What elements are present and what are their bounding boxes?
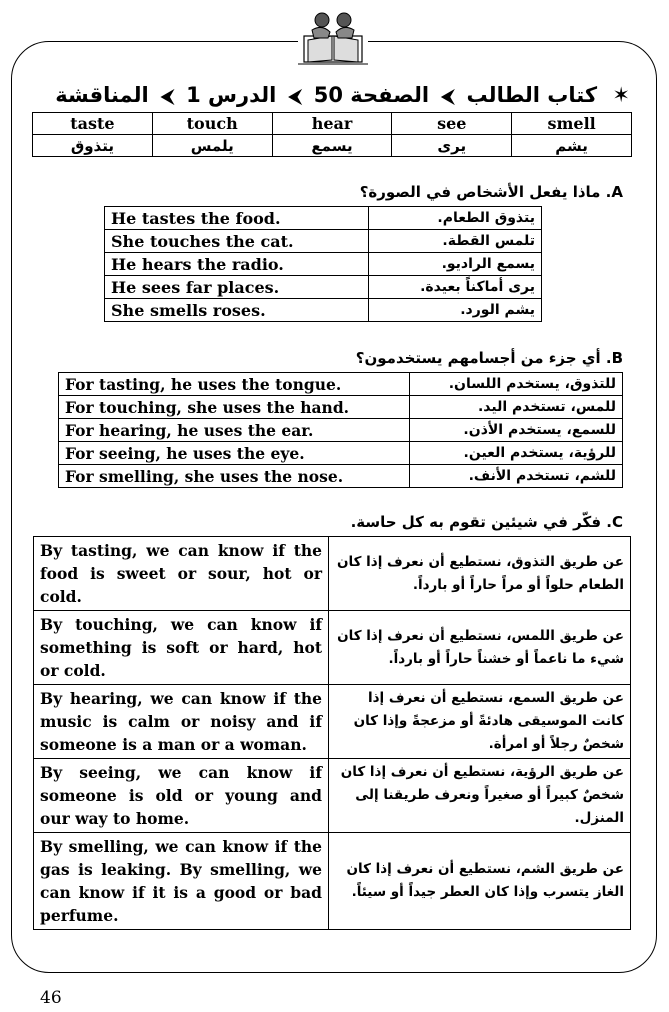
answer-en: For tasting, he uses the tongue. bbox=[59, 373, 410, 396]
answer-ar: للشم، تستخدم الأنف. bbox=[410, 465, 623, 488]
answer-ar: عن طريق الرؤية، نستطيع أن نعرف إذا كان شخصٌ كبيراً أو صغيراً ونعرف طريقنا إلى المنزل. bbox=[329, 759, 631, 833]
answer-en: For smelling, she uses the nose. bbox=[59, 465, 410, 488]
table-row bbox=[105, 276, 542, 299]
senses-english-row bbox=[33, 113, 632, 135]
table-row bbox=[59, 396, 623, 419]
table-row bbox=[59, 442, 623, 465]
answer-en: By tasting, we can know if the food is sweet or sour, hot or cold. bbox=[34, 537, 329, 611]
answer-en: By seeing, we can know if someone is old or young and our way to home. bbox=[34, 759, 329, 833]
section-b-heading: B. أي جزء من أجسامهم يستخدمون؟ bbox=[355, 349, 623, 367]
table-row bbox=[34, 685, 631, 759]
answer-ar: عن طريق الشم، نستطيع أن نعرف إذا كان الغاز يتسرب وإذا كان العطر جيداً أو سيئاً. bbox=[329, 833, 631, 930]
table-row bbox=[59, 465, 623, 488]
star-icon: ✶ bbox=[612, 83, 630, 107]
sense-en: see bbox=[392, 113, 512, 135]
table-row bbox=[59, 419, 623, 442]
answer-ar: يتذوق الطعام. bbox=[369, 207, 542, 230]
answer-ar: عن طريق السمع، نستطيع أن نعرف إذا كانت الموسيقى هادئةً أو مزعجةً وإذا كان شخصٌ رجلاً أو امرأة. bbox=[329, 685, 631, 759]
sense-ar: يتذوق bbox=[33, 135, 153, 157]
reading-figures-logo bbox=[298, 6, 368, 68]
answer-ar: عن طريق اللمس، نستطيع أن نعرف إذا كان شيء ما ناعماً أو خشناً حاراً أو بارداً. bbox=[329, 611, 631, 685]
section-a-table bbox=[104, 206, 542, 322]
answer-en: She touches the cat. bbox=[105, 230, 369, 253]
arrow-left-icon: ⮜ bbox=[441, 86, 455, 107]
answer-ar: للمس، تستخدم اليد. bbox=[410, 396, 623, 419]
answer-en: By smelling, we can know if the gas is leaking. By smelling, we can know if it is a good or bad perfume. bbox=[34, 833, 329, 930]
answer-en: He sees far places. bbox=[105, 276, 369, 299]
sense-en: hear bbox=[272, 113, 392, 135]
senses-vocabulary-table bbox=[32, 112, 632, 157]
table-row bbox=[105, 230, 542, 253]
answer-ar: يشم الورد. bbox=[369, 299, 542, 322]
sense-en: touch bbox=[152, 113, 272, 135]
section-c-heading: C. فكّر في شيئين تقوم به كل حاسة. bbox=[350, 513, 623, 531]
answer-ar: للسمع، يستخدم الأذن. bbox=[410, 419, 623, 442]
table-row bbox=[34, 833, 631, 930]
title-part-book: كتاب الطالب bbox=[466, 83, 598, 107]
section-b-table bbox=[58, 372, 623, 488]
answer-en: He hears the radio. bbox=[105, 253, 369, 276]
sense-ar: يلمس bbox=[152, 135, 272, 157]
answer-en: For seeing, he uses the eye. bbox=[59, 442, 410, 465]
lesson-title bbox=[55, 80, 630, 112]
answer-ar: عن طريق التذوق، نستطيع أن نعرف إذا كان الطعام حلواً أو مراً حاراً أو بارداً. bbox=[329, 537, 631, 611]
answer-en: He tastes the food. bbox=[105, 207, 369, 230]
sense-en: taste bbox=[33, 113, 153, 135]
answer-en: By hearing, we can know if the music is calm or noisy and if someone is a man or a woman. bbox=[34, 685, 329, 759]
sense-ar: يشم bbox=[512, 135, 632, 157]
title-part-page: الصفحة 50 bbox=[313, 83, 430, 107]
sense-ar: يسمع bbox=[272, 135, 392, 157]
senses-arabic-row bbox=[33, 135, 632, 157]
sense-en: smell bbox=[512, 113, 632, 135]
answer-en: For touching, she uses the hand. bbox=[59, 396, 410, 419]
answer-ar: تلمس القطة. bbox=[369, 230, 542, 253]
sense-ar: يرى bbox=[392, 135, 512, 157]
section-c-table bbox=[33, 536, 631, 930]
table-row bbox=[34, 759, 631, 833]
table-row bbox=[105, 253, 542, 276]
table-row bbox=[34, 611, 631, 685]
answer-ar: للرؤية، يستخدم العين. bbox=[410, 442, 623, 465]
section-a-heading: A. ماذا يفعل الأشخاص في الصورة؟ bbox=[359, 183, 623, 201]
answer-en: She smells roses. bbox=[105, 299, 369, 322]
table-row bbox=[59, 373, 623, 396]
table-row bbox=[34, 537, 631, 611]
page-number: 46 bbox=[40, 988, 62, 1008]
answer-ar: يرى أماكناً بعيدة. bbox=[369, 276, 542, 299]
table-row bbox=[105, 299, 542, 322]
title-part-lesson: الدرس 1 bbox=[186, 83, 277, 107]
title-part-discussion: المناقشة bbox=[55, 83, 149, 107]
answer-ar: للتذوق، يستخدم اللسان. bbox=[410, 373, 623, 396]
arrow-left-icon: ⮜ bbox=[161, 86, 174, 107]
arrow-left-icon: ⮜ bbox=[288, 86, 302, 107]
answer-en: By touching, we can know if something is soft or hard, hot or cold. bbox=[34, 611, 329, 685]
answer-ar: يسمع الراديو. bbox=[369, 253, 542, 276]
answer-en: For hearing, he uses the ear. bbox=[59, 419, 410, 442]
table-row bbox=[105, 207, 542, 230]
